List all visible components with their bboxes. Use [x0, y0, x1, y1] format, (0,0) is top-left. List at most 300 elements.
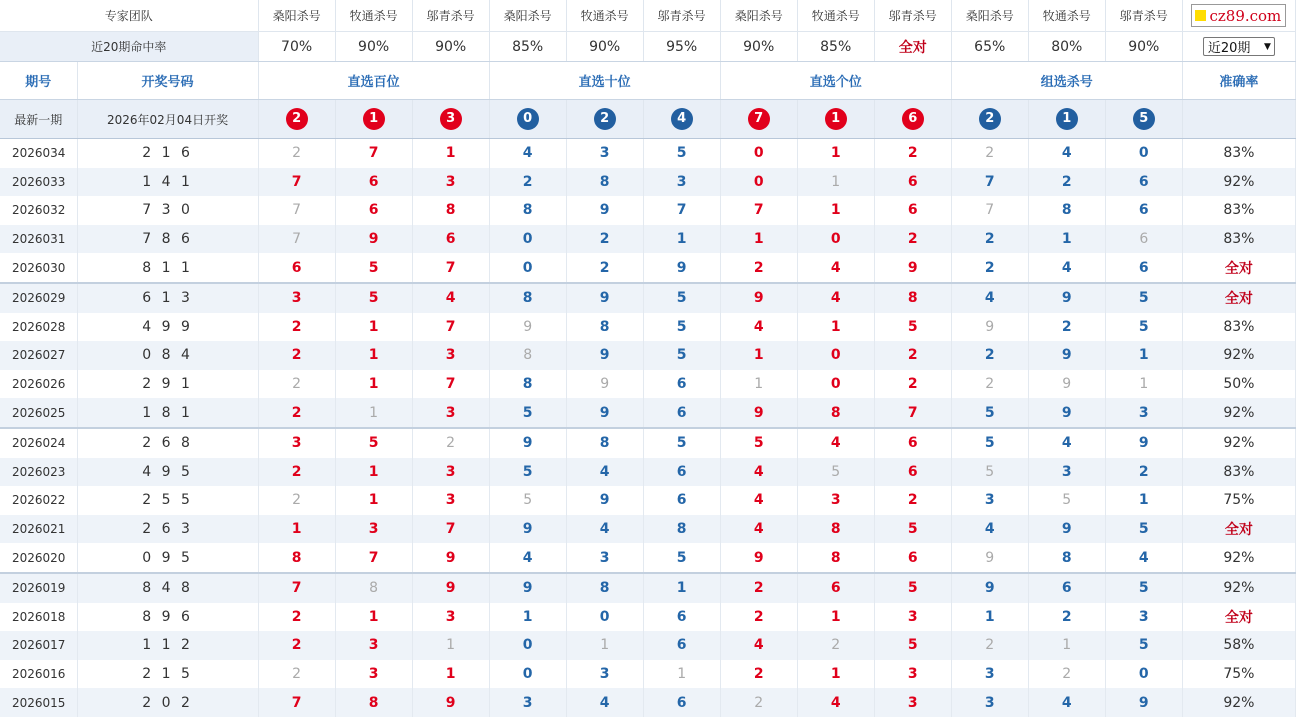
draw-number: 4 9 5 [77, 458, 258, 487]
kill-number: 8 [566, 168, 643, 197]
kill-number: 3 [412, 398, 489, 428]
kill-number: 5 [643, 428, 720, 458]
accuracy: 全对 [1182, 283, 1295, 313]
kill-number: 1 [335, 398, 412, 428]
latest-ball: 1 [1056, 108, 1078, 130]
kill-number: 9 [1105, 428, 1182, 458]
kill-number: 1 [412, 139, 489, 168]
kill-number: 3 [258, 283, 335, 313]
kill-number: 1 [720, 225, 797, 254]
kill-number: 9 [643, 253, 720, 283]
kill-number: 9 [412, 688, 489, 717]
latest-accuracy-cell [1182, 100, 1295, 139]
kill-number: 2 [720, 660, 797, 689]
kill-number: 9 [1028, 283, 1105, 313]
kill-number: 8 [874, 283, 951, 313]
kill-number: 2 [720, 688, 797, 717]
kill-number: 0 [1105, 139, 1182, 168]
kill-number: 8 [1028, 196, 1105, 225]
kill-number: 3 [1105, 398, 1182, 428]
kill-number: 2 [1105, 458, 1182, 487]
kill-number: 7 [412, 253, 489, 283]
kill-number: 0 [489, 631, 566, 660]
issue-number: 2026022 [0, 486, 77, 515]
kill-number: 0 [1105, 660, 1182, 689]
kill-number: 9 [1028, 398, 1105, 428]
hit-rate: 90% [566, 32, 643, 62]
kill-number: 5 [874, 515, 951, 544]
kill-number: 5 [951, 428, 1028, 458]
kill-number: 1 [335, 341, 412, 370]
kill-number: 9 [412, 573, 489, 603]
kill-number: 6 [1105, 253, 1182, 283]
kill-number: 2 [874, 370, 951, 399]
draw-number: 2 6 8 [77, 428, 258, 458]
table-row [0, 573, 1296, 603]
issue-number: 2026021 [0, 515, 77, 544]
hit-rate-row [0, 32, 1296, 62]
kill-number: 6 [643, 486, 720, 515]
table-row [0, 139, 1296, 168]
kill-number: 8 [258, 543, 335, 573]
kill-number: 1 [335, 486, 412, 515]
kill-number: 6 [643, 631, 720, 660]
kill-number: 4 [1028, 139, 1105, 168]
kill-number: 2 [951, 139, 1028, 168]
kill-number: 8 [797, 543, 874, 573]
draw-number: 4 9 9 [77, 313, 258, 342]
draw-number: 0 9 5 [77, 543, 258, 573]
kill-number: 3 [643, 168, 720, 197]
table-row [0, 370, 1296, 399]
issue-number: 2026034 [0, 139, 77, 168]
kill-number: 8 [797, 398, 874, 428]
kill-number: 8 [489, 341, 566, 370]
kill-number: 9 [1028, 341, 1105, 370]
kill-number: 2 [489, 168, 566, 197]
kill-number: 9 [951, 313, 1028, 342]
kill-number: 5 [489, 398, 566, 428]
issue-number: 2026018 [0, 603, 77, 632]
kill-number: 7 [951, 168, 1028, 197]
kill-number: 5 [874, 573, 951, 603]
draw-number: 7 3 0 [77, 196, 258, 225]
latest-ball: 1 [363, 108, 385, 130]
kill-number: 4 [797, 253, 874, 283]
issue-number: 2026030 [0, 253, 77, 283]
kill-number: 6 [643, 370, 720, 399]
kill-number: 3 [874, 660, 951, 689]
kill-number: 5 [797, 458, 874, 487]
kill-number: 3 [951, 688, 1028, 717]
kill-number: 3 [566, 660, 643, 689]
kill-number: 6 [874, 458, 951, 487]
table-row [0, 168, 1296, 197]
chevron-down-icon: ▼ [1263, 41, 1271, 52]
table-row [0, 253, 1296, 283]
kill-number: 8 [335, 688, 412, 717]
kill-number: 9 [489, 573, 566, 603]
kill-number: 1 [720, 341, 797, 370]
kill-number: 5 [720, 428, 797, 458]
hit-rate: 90% [335, 32, 412, 62]
kill-number: 3 [335, 660, 412, 689]
kill-number: 7 [874, 398, 951, 428]
latest-ball-cell [335, 100, 412, 139]
draw-number: 2 9 1 [77, 370, 258, 399]
kill-number: 3 [1028, 458, 1105, 487]
latest-row [0, 100, 1296, 139]
logo-cell [1182, 0, 1295, 32]
table-row [0, 688, 1296, 717]
expert-name: 桑阳杀号 [489, 0, 566, 32]
kill-number: 8 [1028, 543, 1105, 573]
draw-number: 6 1 3 [77, 283, 258, 313]
kill-number: 2 [1028, 313, 1105, 342]
kill-number: 8 [489, 196, 566, 225]
kill-number: 9 [489, 313, 566, 342]
issue-number: 2026020 [0, 543, 77, 573]
kill-number: 6 [335, 168, 412, 197]
kill-number: 7 [643, 196, 720, 225]
kill-number: 6 [412, 225, 489, 254]
issue-number: 2026026 [0, 370, 77, 399]
kill-number: 8 [566, 428, 643, 458]
kill-number: 1 [1105, 341, 1182, 370]
kill-number: 1 [1105, 486, 1182, 515]
kill-number: 1 [335, 603, 412, 632]
hit-rate: 80% [1028, 32, 1105, 62]
kill-number: 3 [412, 486, 489, 515]
kill-number: 6 [874, 196, 951, 225]
accuracy: 全对 [1182, 515, 1295, 544]
kill-number: 1 [643, 573, 720, 603]
kill-number: 7 [258, 573, 335, 603]
kill-number: 2 [720, 573, 797, 603]
kill-number: 4 [566, 688, 643, 717]
kill-number: 2 [258, 660, 335, 689]
kill-number: 0 [797, 225, 874, 254]
latest-ball: 2 [979, 108, 1001, 130]
hit-rate: 90% [720, 32, 797, 62]
latest-ball-cell [720, 100, 797, 139]
kill-number: 2 [951, 225, 1028, 254]
hit-rate-label: 近20期命中率 [0, 32, 258, 62]
kill-number: 1 [335, 313, 412, 342]
kill-number: 4 [797, 428, 874, 458]
kill-number: 5 [1105, 515, 1182, 544]
kill-number: 6 [643, 603, 720, 632]
latest-ball: 5 [1133, 108, 1155, 130]
kill-number: 2 [1028, 603, 1105, 632]
hit-rate: 85% [797, 32, 874, 62]
table-row [0, 486, 1296, 515]
kill-number: 2 [951, 253, 1028, 283]
kill-number: 0 [489, 225, 566, 254]
kill-number: 1 [797, 139, 874, 168]
expert-name: 牧通杀号 [566, 0, 643, 32]
group-hundreds: 直选百位 [258, 62, 489, 100]
hit-rate: 95% [643, 32, 720, 62]
kill-number: 4 [1105, 543, 1182, 573]
draw-number: 1 8 1 [77, 398, 258, 428]
kill-number: 8 [489, 283, 566, 313]
site-logo[interactable] [1191, 4, 1286, 27]
table-row [0, 515, 1296, 544]
col-issue: 期号 [0, 62, 77, 100]
kill-number: 5 [643, 341, 720, 370]
hit-rate: 90% [1105, 32, 1182, 62]
accuracy: 83% [1182, 139, 1295, 168]
kill-number: 1 [720, 370, 797, 399]
draw-number: 2 6 3 [77, 515, 258, 544]
kill-number: 4 [797, 283, 874, 313]
kill-number: 2 [258, 458, 335, 487]
kill-number: 5 [643, 543, 720, 573]
table-row [0, 313, 1296, 342]
kill-number: 8 [412, 196, 489, 225]
kill-number: 1 [797, 603, 874, 632]
kill-number: 2 [258, 603, 335, 632]
latest-ball-cell [1028, 100, 1105, 139]
draw-number: 8 1 1 [77, 253, 258, 283]
issue-number: 2026031 [0, 225, 77, 254]
hit-rate: 65% [951, 32, 1028, 62]
accuracy: 58% [1182, 631, 1295, 660]
table-row [0, 428, 1296, 458]
kill-number: 4 [489, 139, 566, 168]
kill-number: 6 [643, 688, 720, 717]
kill-number: 1 [412, 660, 489, 689]
kill-number: 0 [797, 370, 874, 399]
latest-ball-cell [412, 100, 489, 139]
issue-number: 2026016 [0, 660, 77, 689]
latest-ball: 1 [825, 108, 847, 130]
kill-number: 1 [258, 515, 335, 544]
kill-number: 1 [1028, 631, 1105, 660]
expert-name: 桑阳杀号 [951, 0, 1028, 32]
kill-number: 3 [951, 486, 1028, 515]
kill-number: 2 [258, 631, 335, 660]
kill-number: 3 [1105, 603, 1182, 632]
latest-ball: 2 [594, 108, 616, 130]
kill-number: 9 [1028, 370, 1105, 399]
table-row [0, 398, 1296, 428]
kill-number: 7 [951, 196, 1028, 225]
kill-number: 3 [566, 139, 643, 168]
latest-ball: 3 [440, 108, 462, 130]
kill-number: 3 [874, 603, 951, 632]
kill-number: 4 [720, 458, 797, 487]
kill-number: 0 [720, 168, 797, 197]
kill-number: 1 [489, 603, 566, 632]
kill-number: 8 [643, 515, 720, 544]
draw-number: 1 1 2 [77, 631, 258, 660]
kill-number: 1 [951, 603, 1028, 632]
kill-number: 6 [874, 168, 951, 197]
draw-number: 2 1 6 [77, 139, 258, 168]
kill-number: 3 [335, 631, 412, 660]
table-row [0, 225, 1296, 254]
col-draw: 开奖号码 [77, 62, 258, 100]
draw-number: 7 8 6 [77, 225, 258, 254]
issue-number: 2026029 [0, 283, 77, 313]
draw-number: 8 4 8 [77, 573, 258, 603]
issue-number: 2026015 [0, 688, 77, 717]
latest-ball-cell [1105, 100, 1182, 139]
kill-number: 4 [951, 283, 1028, 313]
kill-number: 7 [720, 196, 797, 225]
kill-number: 0 [566, 603, 643, 632]
team-label: 专家团队 [0, 0, 258, 32]
kill-number: 2 [874, 225, 951, 254]
kill-number: 2 [412, 428, 489, 458]
kill-number: 3 [566, 543, 643, 573]
issue-number: 2026027 [0, 341, 77, 370]
kill-number: 6 [643, 398, 720, 428]
kill-number: 9 [1105, 688, 1182, 717]
accuracy: 全对 [1182, 253, 1295, 283]
kill-number: 1 [335, 458, 412, 487]
kill-number: 2 [951, 631, 1028, 660]
kill-number: 9 [489, 515, 566, 544]
latest-ball: 7 [748, 108, 770, 130]
kill-number: 2 [258, 313, 335, 342]
draw-number: 2 0 2 [77, 688, 258, 717]
kill-number: 9 [566, 196, 643, 225]
kill-number: 5 [951, 398, 1028, 428]
kill-number: 3 [335, 515, 412, 544]
expert-name: 牧通杀号 [797, 0, 874, 32]
kill-number: 6 [1105, 168, 1182, 197]
kill-number: 6 [874, 543, 951, 573]
latest-ball-cell [874, 100, 951, 139]
kill-number: 2 [258, 139, 335, 168]
kill-number: 9 [1028, 515, 1105, 544]
column-header-row [0, 62, 1296, 100]
kill-number: 3 [489, 688, 566, 717]
kill-number: 3 [412, 458, 489, 487]
kill-number: 0 [797, 341, 874, 370]
issue-number: 2026019 [0, 573, 77, 603]
kill-number: 0 [720, 139, 797, 168]
kill-number: 9 [720, 543, 797, 573]
kill-number: 9 [720, 283, 797, 313]
draw-number: 2 1 5 [77, 660, 258, 689]
kill-number: 5 [489, 458, 566, 487]
kill-number: 7 [258, 168, 335, 197]
kill-number: 9 [489, 428, 566, 458]
table-row [0, 543, 1296, 573]
kill-number: 1 [643, 660, 720, 689]
kill-number: 6 [797, 573, 874, 603]
latest-ball-cell [258, 100, 335, 139]
table-row [0, 196, 1296, 225]
kill-number: 5 [335, 283, 412, 313]
table-row [0, 341, 1296, 370]
group-combo: 组选杀号 [951, 62, 1182, 100]
kill-number: 2 [951, 370, 1028, 399]
kill-number: 4 [412, 283, 489, 313]
kill-number: 5 [643, 139, 720, 168]
kill-number: 4 [951, 515, 1028, 544]
kill-number: 1 [797, 660, 874, 689]
kill-number: 2 [874, 341, 951, 370]
expert-name: 桑阳杀号 [258, 0, 335, 32]
kill-number: 5 [643, 283, 720, 313]
kill-number: 7 [412, 515, 489, 544]
accuracy: 92% [1182, 428, 1295, 458]
kill-number: 3 [874, 688, 951, 717]
kill-number: 3 [797, 486, 874, 515]
kill-number: 2 [1028, 660, 1105, 689]
accuracy: 50% [1182, 370, 1295, 399]
table-row [0, 458, 1296, 487]
kill-number: 3 [412, 603, 489, 632]
kill-number: 5 [489, 486, 566, 515]
kill-number: 4 [1028, 428, 1105, 458]
draw-number: 2 5 5 [77, 486, 258, 515]
period-select[interactable] [1203, 37, 1275, 56]
hit-rate: 90% [412, 32, 489, 62]
kill-number: 5 [951, 458, 1028, 487]
issue-number: 2026023 [0, 458, 77, 487]
table-row [0, 603, 1296, 632]
latest-ball-cell [643, 100, 720, 139]
latest-ball: 4 [671, 108, 693, 130]
expert-row [0, 0, 1296, 32]
hit-rate: 全对 [874, 32, 951, 62]
kill-number: 1 [335, 370, 412, 399]
kill-number: 1 [1105, 370, 1182, 399]
kill-number: 4 [720, 313, 797, 342]
expert-name: 邬青杀号 [643, 0, 720, 32]
accuracy: 83% [1182, 458, 1295, 487]
kill-number: 7 [258, 196, 335, 225]
kill-number: 1 [797, 168, 874, 197]
kill-number: 8 [489, 370, 566, 399]
accuracy: 全对 [1182, 603, 1295, 632]
period-select-cell [1182, 32, 1295, 62]
logo-square-icon [1195, 10, 1206, 21]
kill-number: 5 [1105, 283, 1182, 313]
accuracy: 83% [1182, 225, 1295, 254]
group-tens: 直选十位 [489, 62, 720, 100]
kill-number: 9 [566, 341, 643, 370]
kill-number: 7 [412, 313, 489, 342]
kill-number: 2 [258, 341, 335, 370]
kill-number: 9 [412, 543, 489, 573]
kill-number: 9 [566, 370, 643, 399]
latest-ball-cell [566, 100, 643, 139]
kill-number: 2 [258, 486, 335, 515]
expert-name: 桑阳杀号 [720, 0, 797, 32]
expert-name: 牧通杀号 [335, 0, 412, 32]
kill-number: 8 [797, 515, 874, 544]
hit-rate: 70% [258, 32, 335, 62]
latest-label: 最新一期 [0, 100, 77, 139]
kill-number: 0 [489, 660, 566, 689]
kill-number: 6 [1105, 196, 1182, 225]
expert-name: 邬青杀号 [1105, 0, 1182, 32]
expert-name: 邬青杀号 [874, 0, 951, 32]
kill-number: 1 [797, 196, 874, 225]
table-row [0, 631, 1296, 660]
kill-number: 2 [720, 253, 797, 283]
accuracy: 92% [1182, 543, 1295, 573]
accuracy: 92% [1182, 168, 1295, 197]
kill-number: 4 [566, 515, 643, 544]
